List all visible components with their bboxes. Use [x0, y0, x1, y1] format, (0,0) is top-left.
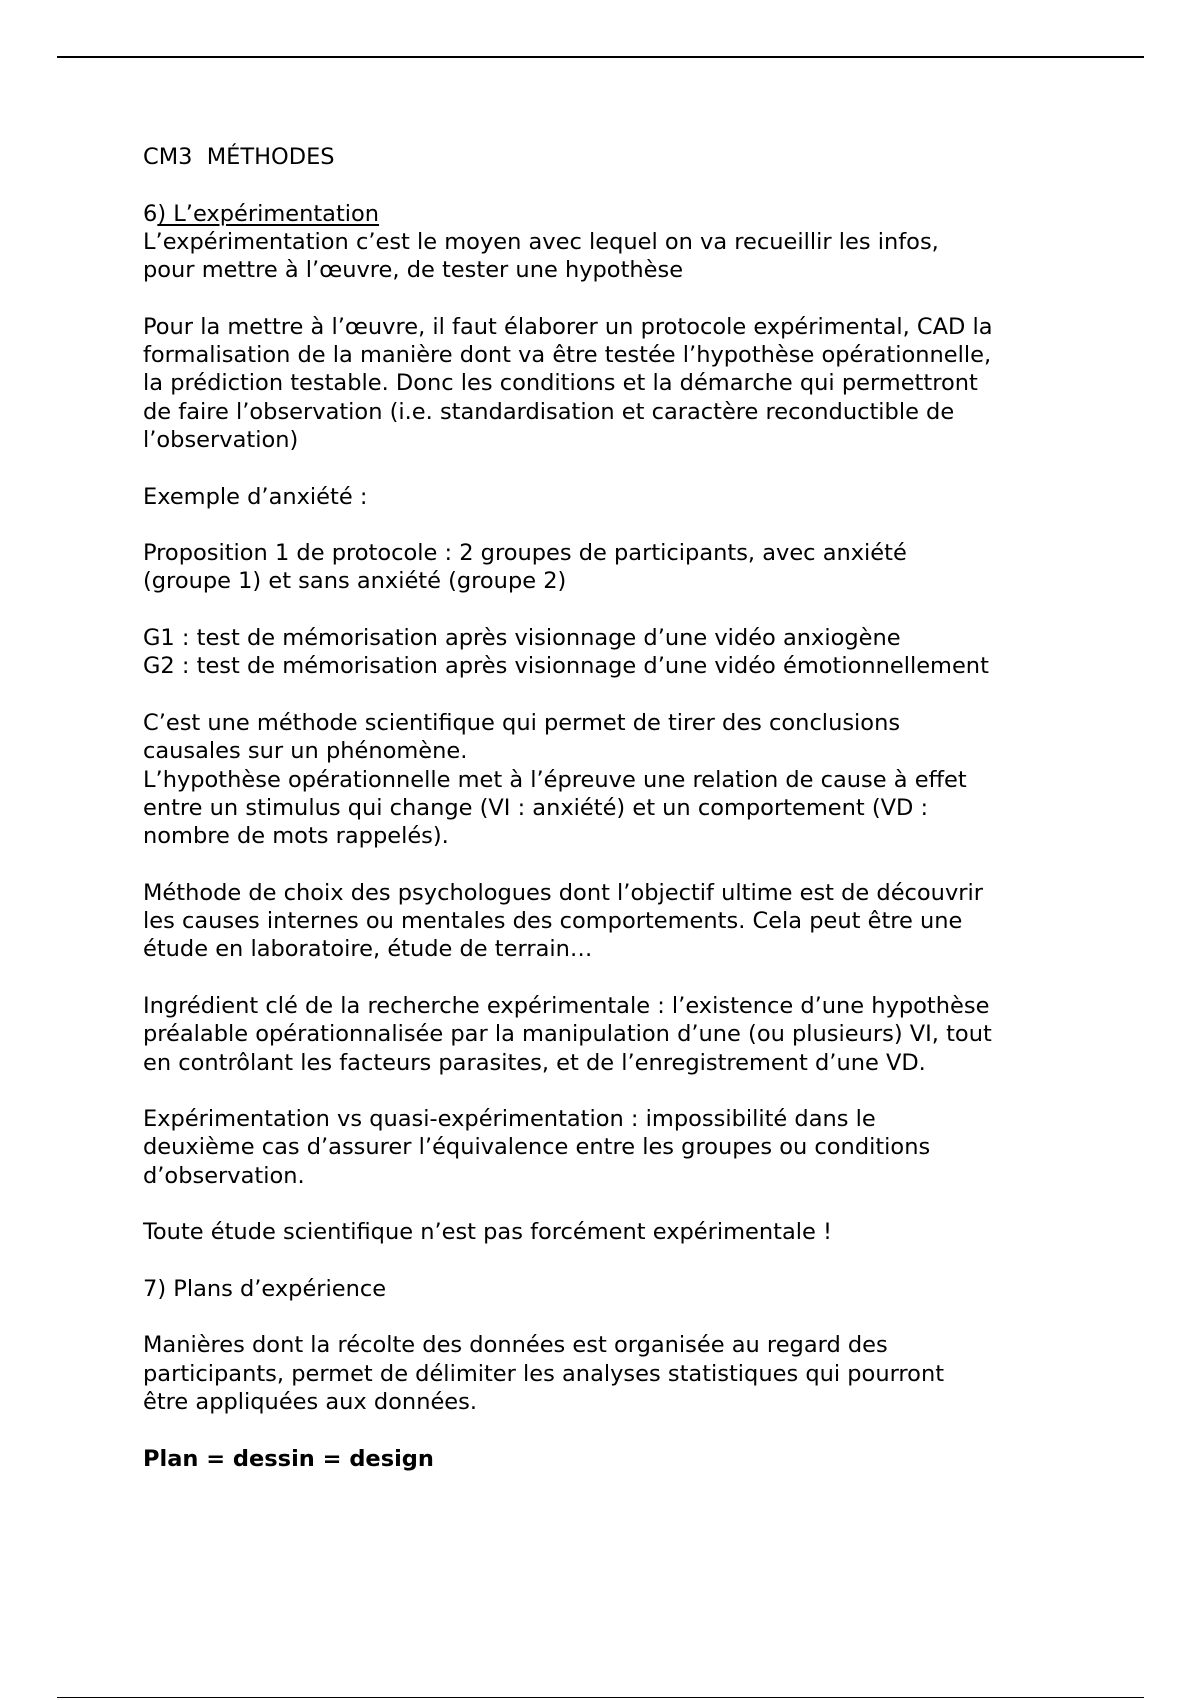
paragraph-line: (groupe 1) et sans anxiété (groupe 2) [143, 568, 567, 595]
group-1-line: G1 : test de mémorisation après visionnage d’une vidéo anxiogène [143, 625, 901, 652]
spacer [143, 1190, 1063, 1218]
paragraph-line: l’observation) [143, 426, 299, 453]
spacer [143, 681, 1063, 709]
paragraph-line: Ingrédient clé de la recherche expérimentale : l’existence d’une hypothèse [143, 992, 990, 1019]
example-label: Exemple d’anxiété : [143, 483, 368, 510]
group-2-line: G2 : test de mémorisation après visionnage d’une vidéo émotionnellement [143, 653, 989, 680]
spacer [143, 171, 1063, 199]
section-6-title: ) L’expérimentation [157, 200, 380, 227]
spacer [143, 454, 1063, 482]
paragraph-line: les causes internes ou mentales des comportements. Cela peut être une [143, 908, 963, 935]
paragraph-line: causales sur un phénomène. [143, 738, 468, 765]
spacer [143, 964, 1063, 992]
paragraph-line: L’hypothèse opérationnelle met à l’épreuve une relation de cause à effet [143, 766, 967, 793]
paragraph-line: pour mettre à l’œuvre, de tester une hypothèse [143, 257, 684, 284]
paragraph-line: en contrôlant les facteurs parasites, et de l’enregistrement d’une VD. [143, 1049, 926, 1076]
spacer [143, 1416, 1063, 1444]
footer-rule [57, 1697, 1144, 1698]
paragraph-line: la prédiction testable. Donc les conditions et la démarche qui permettront [143, 370, 978, 397]
paragraph-line: de faire l’observation (i.e. standardisation et caractère reconductible de [143, 398, 955, 425]
paragraph-line: entre un stimulus qui change (VI : anxiété) et un comportement (VD : [143, 794, 929, 821]
paragraph-line: étude en laboratoire, étude de terrain… [143, 936, 593, 963]
note-line: Toute étude scientifique n’est pas forcément expérimentale ! [143, 1219, 833, 1246]
paragraph-line: nombre de mots rappelés). [143, 823, 449, 850]
paragraph-line: Expérimentation vs quasi-expérimentation : impossibilité dans le [143, 1106, 876, 1133]
spacer [143, 1247, 1063, 1275]
document-title: CM3 MÉTHODES [143, 144, 335, 170]
paragraph-line: être appliquées aux données. [143, 1389, 478, 1416]
spacer [143, 1077, 1063, 1105]
paragraph-line: Manières dont la récolte des données est organisée au regard des [143, 1332, 888, 1359]
section-6-heading [143, 200, 1063, 228]
paragraph-line: Pour la mettre à l’œuvre, il faut élaborer un protocole expérimental, CAD la [143, 313, 993, 340]
spacer [143, 850, 1063, 878]
spacer [143, 596, 1063, 624]
section-7-heading: 7) Plans d’expérience [143, 1275, 387, 1302]
paragraph-line: Méthode de choix des psychologues dont l’objectif ultime est de découvrir [143, 879, 984, 906]
plan-definition: Plan = dessin = design [143, 1445, 434, 1472]
paragraph-line: L’expérimentation c’est le moyen avec lequel on va recueillir les infos, [143, 228, 939, 255]
paragraph-line: participants, permet de délimiter les analyses statistiques qui pourront [143, 1360, 945, 1387]
section-6-number: 6 [143, 200, 158, 227]
spacer [143, 284, 1063, 312]
header-rule [57, 56, 1144, 58]
document-body [143, 143, 1063, 1473]
paragraph-line: C’est une méthode scientifique qui permet de tirer des conclusions [143, 709, 901, 736]
paragraph-line: deuxième cas d’assurer l’équivalence entre les groupes ou conditions [143, 1134, 931, 1161]
spacer [143, 511, 1063, 539]
paragraph-line: formalisation de la manière dont va être testée l’hypothèse opérationnelle, [143, 342, 992, 369]
paragraph-line: Proposition 1 de protocole : 2 groupes de participants, avec anxiété [143, 540, 907, 567]
paragraph-line: préalable opérationnalisée par la manipulation d’une (ou plusieurs) VI, tout [143, 1021, 992, 1048]
spacer [143, 1303, 1063, 1331]
paragraph-line: d’observation. [143, 1162, 305, 1189]
